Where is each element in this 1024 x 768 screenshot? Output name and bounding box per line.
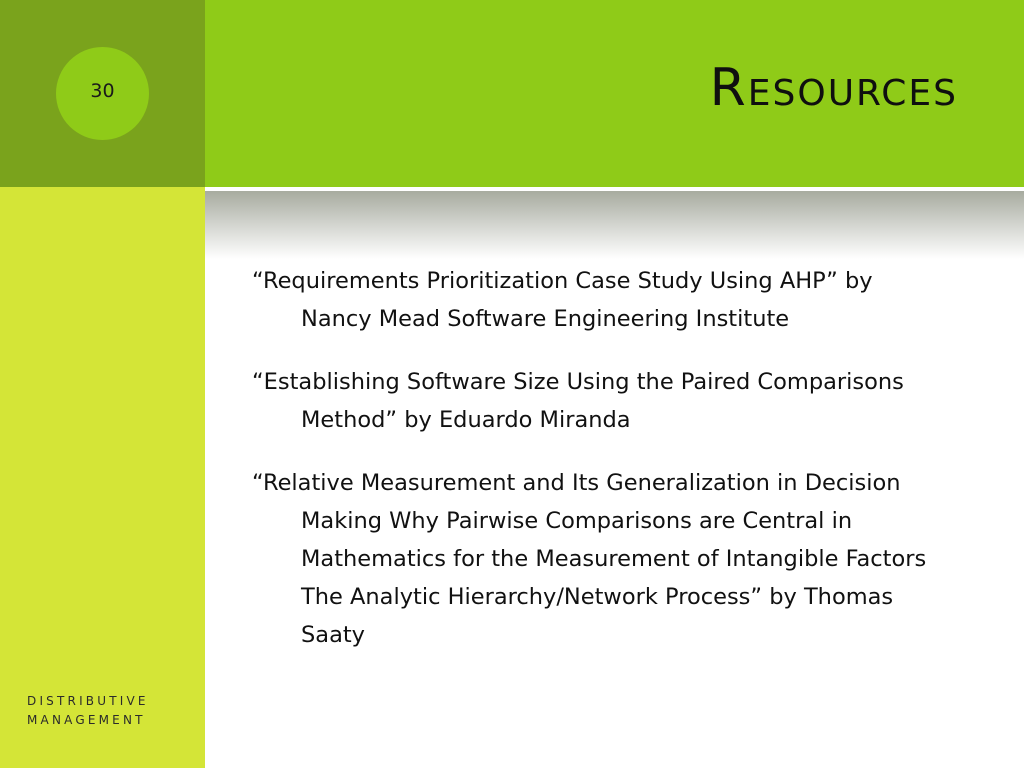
sidebar-bottom-panel [0,187,205,768]
page-number-badge [56,47,149,140]
resource-list [252,262,932,679]
slide-title: Resources [709,58,958,118]
page-number: 30 [90,79,115,102]
resource-item: “Relative Measurement and Its Generalization in Decision Making Why Pairwise Comparisons are Central in Mathematics for the Measurement of Intangible Factors The Analytic Hierarchy/Network Process” by Thomas Saaty [252,470,927,648]
title-shadow [205,191,1024,259]
resource-item: “Requirements Prioritization Case Study Using AHP” by Nancy Mead Software Engineering Institute [252,268,873,332]
resource-item: “Establishing Software Size Using the Paired Comparisons Method” by Eduardo Miranda [252,369,904,433]
footer-label: DISTRIBUTIVE MANAGEMENT [27,694,149,727]
